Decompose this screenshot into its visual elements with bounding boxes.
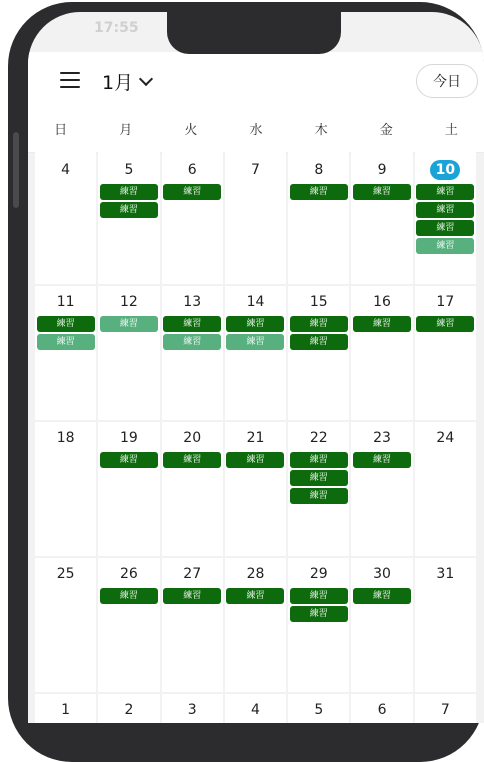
day-cell[interactable] xyxy=(351,286,412,420)
day-cell[interactable] xyxy=(225,150,286,284)
date-number: 1 xyxy=(61,702,71,718)
date-number: 27 xyxy=(183,566,202,582)
event-chip[interactable]: 練習 xyxy=(290,184,348,200)
weekday-label: 土 xyxy=(444,123,458,138)
day-cell[interactable] xyxy=(98,558,159,692)
weekday-label: 日 xyxy=(54,123,68,138)
date-number: 12 xyxy=(120,294,138,310)
event-chip[interactable]: 練習 xyxy=(226,452,284,468)
side-button xyxy=(13,132,19,208)
day-cell[interactable] xyxy=(351,558,412,692)
day-cell[interactable] xyxy=(35,286,96,420)
day-cell[interactable] xyxy=(351,422,412,556)
chevron-down-icon xyxy=(139,71,153,85)
weekday-label: 水 xyxy=(249,123,263,138)
event-chip[interactable]: 練習 xyxy=(353,452,411,468)
date-number: 9 xyxy=(377,162,387,178)
date-number: 16 xyxy=(373,294,391,310)
day-cell[interactable] xyxy=(415,150,476,284)
date-number: 6 xyxy=(187,162,197,178)
day-cell[interactable] xyxy=(98,694,159,723)
date-number: 26 xyxy=(120,566,138,582)
day-cell[interactable] xyxy=(225,422,286,556)
event-chip[interactable]: 練習 xyxy=(163,316,221,332)
date-number: 18 xyxy=(56,430,75,446)
day-cell[interactable] xyxy=(415,286,476,420)
date-number: 5 xyxy=(314,702,324,718)
month-selector[interactable] xyxy=(102,68,151,95)
date-number: 5 xyxy=(124,162,134,178)
event-chip[interactable]: 練習 xyxy=(163,334,221,350)
weekday-header xyxy=(28,114,484,153)
day-cell[interactable] xyxy=(288,286,349,420)
date-number: 17 xyxy=(436,294,455,310)
date-number: 4 xyxy=(61,162,71,178)
date-number: 21 xyxy=(246,430,265,446)
day-cell[interactable] xyxy=(162,422,223,556)
date-number: 14 xyxy=(246,294,265,310)
date-number: 8 xyxy=(314,162,324,178)
month-label: 1月 xyxy=(102,72,134,94)
day-cell[interactable] xyxy=(288,694,349,723)
date-number: 28 xyxy=(246,566,265,582)
day-cell[interactable] xyxy=(98,150,159,284)
menu-icon[interactable] xyxy=(60,72,80,88)
day-cell[interactable] xyxy=(288,150,349,284)
day-cell[interactable] xyxy=(225,558,286,692)
event-chip[interactable]: 練習 xyxy=(100,588,158,604)
day-cell[interactable] xyxy=(415,558,476,692)
date-number: 6 xyxy=(377,702,387,718)
app-screen xyxy=(28,12,484,723)
event-chip[interactable]: 練習 xyxy=(226,334,284,350)
day-cell[interactable] xyxy=(98,286,159,420)
day-cell[interactable] xyxy=(162,150,223,284)
day-cell[interactable] xyxy=(288,422,349,556)
weekday-label: 火 xyxy=(184,123,198,138)
event-chip[interactable]: 練習 xyxy=(226,316,284,332)
event-chip[interactable]: 練習 xyxy=(416,316,474,332)
day-cell[interactable] xyxy=(415,694,476,723)
month-grid xyxy=(35,150,476,723)
day-cell[interactable] xyxy=(98,422,159,556)
event-chip[interactable]: 練習 xyxy=(290,316,348,332)
event-chip[interactable]: 練習 xyxy=(37,334,95,350)
event-chip[interactable]: 練習 xyxy=(290,488,348,504)
date-number: 3 xyxy=(187,702,197,718)
day-cell[interactable] xyxy=(162,286,223,420)
date-number: 24 xyxy=(436,430,455,446)
date-number: 29 xyxy=(309,566,328,582)
day-cell[interactable] xyxy=(415,422,476,556)
today-button[interactable]: 今日 xyxy=(416,64,478,98)
day-cell[interactable] xyxy=(35,150,96,284)
event-chip[interactable]: 練習 xyxy=(290,606,348,622)
date-number: 19 xyxy=(120,430,138,446)
phone-frame xyxy=(8,2,484,762)
event-chip[interactable]: 練習 xyxy=(100,452,158,468)
date-number: 20 xyxy=(183,430,202,446)
event-chip[interactable]: 練習 xyxy=(100,184,158,200)
day-cell[interactable] xyxy=(162,558,223,692)
event-chip[interactable]: 練習 xyxy=(163,184,221,200)
weekday-label: 金 xyxy=(379,123,393,138)
event-chip[interactable]: 練習 xyxy=(290,334,348,350)
date-number: 7 xyxy=(440,702,450,718)
date-number: 31 xyxy=(436,566,455,582)
event-chip[interactable]: 練習 xyxy=(416,220,474,236)
day-cell[interactable] xyxy=(351,694,412,723)
day-cell[interactable] xyxy=(35,558,96,692)
day-cell[interactable] xyxy=(35,422,96,556)
event-chip[interactable]: 練習 xyxy=(353,588,411,604)
date-number: 30 xyxy=(373,566,391,582)
today-date-number: 10 xyxy=(430,160,460,180)
weekday-label: 月 xyxy=(119,123,133,138)
date-number: 15 xyxy=(309,294,328,310)
event-chip[interactable]: 練習 xyxy=(290,470,348,486)
event-chip[interactable]: 練習 xyxy=(100,202,158,218)
event-chip[interactable]: 練習 xyxy=(416,184,474,200)
day-cell[interactable] xyxy=(162,694,223,723)
day-cell[interactable] xyxy=(225,286,286,420)
date-number: 11 xyxy=(56,294,75,310)
date-number: 23 xyxy=(373,430,391,446)
date-number: 7 xyxy=(251,162,260,178)
event-chip[interactable]: 練習 xyxy=(353,184,411,200)
day-cell[interactable] xyxy=(225,694,286,723)
date-number: 22 xyxy=(309,430,328,446)
date-number: 4 xyxy=(251,702,260,718)
event-chip[interactable]: 練習 xyxy=(290,452,348,468)
weekday-label: 木 xyxy=(314,123,328,138)
date-number: 13 xyxy=(183,294,202,310)
status-time: 17:55 xyxy=(94,20,139,36)
event-chip[interactable]: 練習 xyxy=(100,316,158,332)
event-chip[interactable]: 練習 xyxy=(163,588,221,604)
event-chip[interactable]: 練習 xyxy=(416,238,474,254)
device-notch xyxy=(167,12,341,54)
date-number: 2 xyxy=(124,702,134,718)
event-chip[interactable]: 練習 xyxy=(353,316,411,332)
day-cell[interactable] xyxy=(35,694,96,723)
event-chip[interactable]: 練習 xyxy=(290,588,348,604)
date-number: 25 xyxy=(56,566,75,582)
day-cell[interactable] xyxy=(351,150,412,284)
event-chip[interactable]: 練習 xyxy=(226,588,284,604)
event-chip[interactable]: 練習 xyxy=(163,452,221,468)
event-chip[interactable]: 練習 xyxy=(37,316,95,332)
day-cell[interactable] xyxy=(288,558,349,692)
event-chip[interactable]: 練習 xyxy=(416,202,474,218)
calendar-header xyxy=(28,52,484,114)
